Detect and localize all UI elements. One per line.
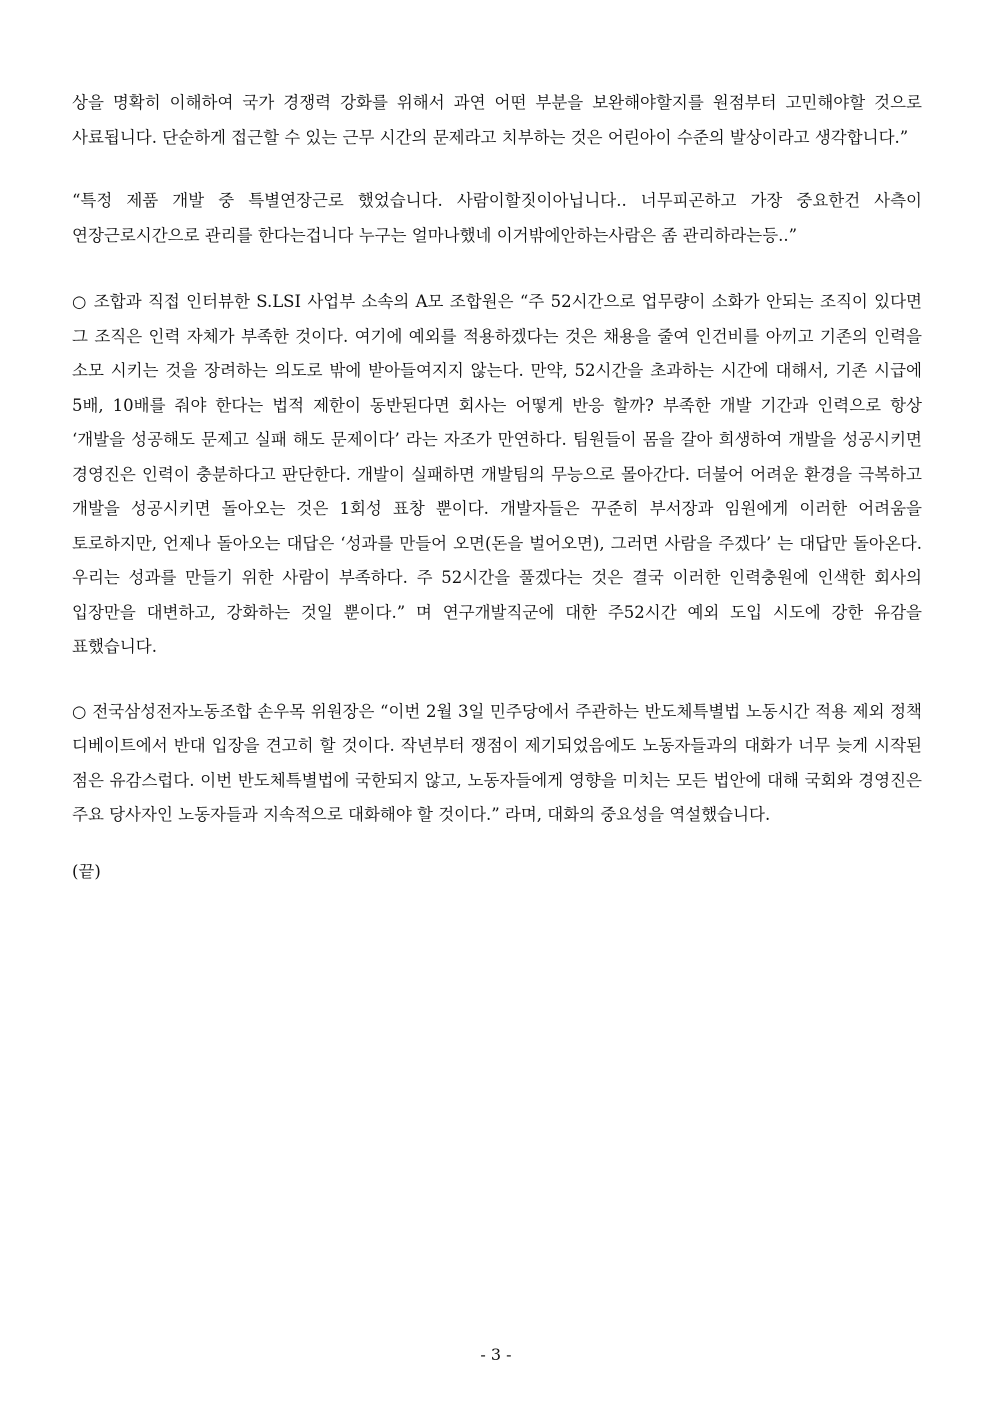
page-number: - 3 - — [480, 1345, 512, 1364]
paragraph-union-member-interview: ○ 조합과 직접 인터뷰한 S.LSI 사업부 소속의 A모 조합원은 “주 52시간으로 업무량이 소화가 안되는 조직이 있다면 그 조직은 인력 자체가 부족한 것이다. 여기에 예외를 적용하겠다는 것은 채용을 줄여 인건비를 아끼고 기존의 인력을 소모 시키는 것을 장려하는 의도로 밖에 받아들여지지 않는다. 만약, 52시간을 초과하는 시간에 대해서, 기존 시급에 5배, 10배를 줘야 한다는 법적 제한이 동반된다면 회사는 어떻게 반응 할까? 부족한 개발 기간과 인력으로 항상 ‘개발을 성공해도 문제고 실패 해도 문제이다’ 라는 자조가 만연하다. 팀원들이 몸을 갈아 희생하여 개발을 성공시키면 경영진은 인력이 충분하다고 판단한다. 개발이 실패하면 개발팀의 무능으로 몰아간다. 더불어 어려운 환경을 극복하고 개발을 성공시키면 돌아오는 것은 1회성 표창 뿐이다. 개발자들은 꾸준히 부서장과 임원에게 이러한 어려움을 토로하지만, 언제나 돌아오는 대답은 ‘성과를 만들어 오면(돈을 벌어오면), 그러면 사람을 주겠다’ 는 대답만 돌아온다. 우리는 성과를 만들기 위한 사람이 부족하다. 주 52시간을 풀겠다는 것은 결국 이러한 인력충원에 인색한 회사의 입장만을 대변하고, 강화하는 것일 뿐이다.” 며 연구개발직군에 대한 주52시간 예외 도입 시도에 강한 유감을 표했습니다. — [72, 292, 922, 656]
paragraph-worker-quote: “특정 제품 개발 중 특별연장근로 했었습니다. 사람이할짓이아닙니다.. 너무피곤하고 가장 중요한건 사측이 연장근로시간으로 관리를 한다는겁니다 누구는 얼마나했네 이거밖에안하는사람은 좀 관리하라는등..” — [72, 191, 922, 245]
document-body — [72, 86, 922, 889]
paragraph-quote-ending: 상을 명확히 이해하여 국가 경쟁력 강화를 위해서 과연 어떤 부분을 보완해야할지를 원점부터 고민해야할 것으로 사료됩니다. 단순하게 접근할 수 있는 근무 시간의 문제라고 치부하는 것은 어린아이 수준의 발상이라고 생각합니다.” — [72, 93, 922, 147]
paragraph-end-mark: (끝) — [72, 861, 101, 881]
paragraph-union-chair-statement: ○ 전국삼성전자노동조합 손우목 위원장은 “이번 2월 3일 민주당에서 주관하는 반도체특별법 노동시간 적용 제외 정책 디베이트에서 반대 입장을 견고히 할 것이다. 작년부터 쟁점이 제기되었음에도 노동자들과의 대화가 너무 늦게 시작된 점은 유감스럽다. 이번 반도체특별법에 국한되지 않고, 노동자들에게 영향을 미치는 모든 법안에 대해 국회와 경영진은 주요 당사자인 노동자들과 지속적으로 대화해야 할 것이다.” 라며, 대화의 중요성을 역설했습니다. — [72, 701, 922, 824]
